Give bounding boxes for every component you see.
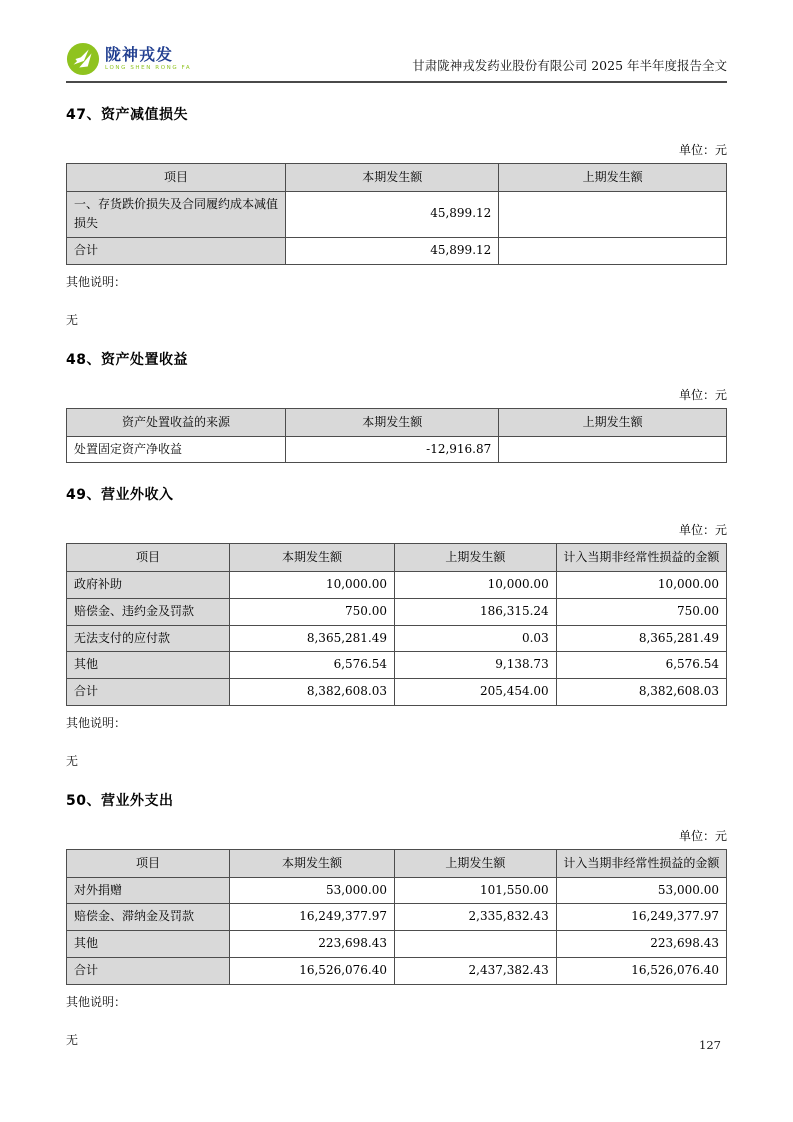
amount-cell: 8,382,608.03 bbox=[230, 679, 395, 706]
unit-label-47: 单位：元 bbox=[678, 143, 727, 157]
page-header bbox=[66, 0, 727, 83]
amount-cell bbox=[499, 191, 727, 238]
non-operating-expense-table bbox=[66, 849, 727, 985]
column-header: 上期发生额 bbox=[499, 164, 727, 192]
unit-label-50: 单位：元 bbox=[678, 828, 727, 843]
other-note-value-49: 无 bbox=[66, 753, 79, 768]
table-row bbox=[67, 436, 727, 463]
section-47-heading: 47、资产减值损失 bbox=[66, 107, 188, 123]
asset-disposal-income-table bbox=[66, 408, 727, 463]
amount-cell: 53,000.00 bbox=[556, 877, 726, 904]
item-cell: 政府补助 bbox=[67, 571, 230, 598]
amount-cell: 9,138.73 bbox=[395, 652, 557, 679]
amount-cell: 10,000.00 bbox=[395, 571, 557, 598]
logo-icon bbox=[66, 42, 100, 76]
table-row bbox=[67, 238, 727, 265]
section-49-heading: 49、营业外收入 bbox=[66, 487, 174, 504]
amount-cell bbox=[499, 238, 727, 265]
amount-cell: 8,382,608.03 bbox=[556, 679, 726, 706]
asset-impairment-table bbox=[66, 163, 727, 265]
amount-cell: 10,000.00 bbox=[556, 571, 726, 598]
amount-cell: 186,315.24 bbox=[395, 598, 557, 625]
brand-name-cn: 陇神戎发 bbox=[105, 44, 174, 64]
brand-name-en: LONG SHEN RONG FA bbox=[105, 64, 192, 71]
item-cell: 合计 bbox=[67, 679, 230, 706]
amount-cell: 8,365,281.49 bbox=[556, 625, 726, 652]
amount-cell: 0.03 bbox=[395, 625, 557, 652]
item-cell: 合计 bbox=[67, 238, 286, 265]
other-note-value-50: 无 bbox=[66, 1032, 79, 1047]
column-header: 资产处置收益的来源 bbox=[67, 408, 286, 436]
amount-cell: 16,526,076.40 bbox=[556, 957, 726, 984]
unit-label-48: 单位：元 bbox=[678, 387, 727, 402]
amount-cell bbox=[395, 931, 557, 958]
other-note-label-49: 其他说明： bbox=[66, 715, 127, 730]
column-header: 项目 bbox=[67, 849, 230, 877]
column-header: 上期发生额 bbox=[395, 849, 557, 877]
page-number: 127 bbox=[699, 1038, 721, 1052]
other-note-label-50: 其他说明： bbox=[66, 994, 127, 1009]
column-header: 项目 bbox=[67, 164, 286, 192]
amount-cell: 45,899.12 bbox=[286, 238, 499, 265]
column-header: 本期发生额 bbox=[230, 849, 395, 877]
amount-cell: 8,365,281.49 bbox=[230, 625, 395, 652]
amount-cell: 223,698.43 bbox=[230, 931, 395, 958]
amount-cell bbox=[499, 436, 727, 463]
table-header-row bbox=[67, 544, 727, 572]
table-row bbox=[67, 877, 727, 904]
item-cell: 赔偿金、滞纳金及罚款 bbox=[67, 904, 230, 931]
item-cell: 合计 bbox=[67, 957, 230, 984]
column-header: 项目 bbox=[67, 544, 230, 572]
column-header: 计入当期非经常性损益的金额 bbox=[556, 849, 726, 877]
table-row bbox=[67, 571, 727, 598]
item-cell: 其他 bbox=[67, 931, 230, 958]
table-row bbox=[67, 679, 727, 706]
amount-cell: 16,249,377.97 bbox=[230, 904, 395, 931]
amount-cell: 750.00 bbox=[556, 598, 726, 625]
amount-cell: 10,000.00 bbox=[230, 571, 395, 598]
table-header-row bbox=[67, 164, 727, 192]
table-row bbox=[67, 904, 727, 931]
amount-cell: 205,454.00 bbox=[395, 679, 557, 706]
company-logo bbox=[66, 42, 191, 76]
item-cell: 一、存货跌价损失及合同履约成本减值损失 bbox=[67, 191, 286, 238]
column-header: 计入当期非经常性损益的金额 bbox=[556, 544, 726, 572]
amount-cell: 6,576.54 bbox=[556, 652, 726, 679]
amount-cell: 16,526,076.40 bbox=[230, 957, 395, 984]
amount-cell: 45,899.12 bbox=[286, 191, 499, 238]
table-row bbox=[67, 598, 727, 625]
amount-cell: -12,916.87 bbox=[286, 436, 499, 463]
section-50-heading: 50、营业外支出 bbox=[66, 792, 174, 809]
table-row bbox=[67, 625, 727, 652]
amount-cell: 53,000.00 bbox=[230, 877, 395, 904]
item-cell: 处置固定资产净收益 bbox=[67, 436, 286, 463]
column-header: 上期发生额 bbox=[499, 408, 727, 436]
unit-label-49: 单位：元 bbox=[678, 523, 727, 538]
column-header: 上期发生额 bbox=[395, 544, 557, 572]
amount-cell: 6,576.54 bbox=[230, 652, 395, 679]
table-row bbox=[67, 931, 727, 958]
non-operating-income-table bbox=[66, 543, 727, 706]
item-cell: 无法支付的应付款 bbox=[67, 625, 230, 652]
amount-cell: 2,335,832.43 bbox=[395, 904, 557, 931]
table-row bbox=[67, 652, 727, 679]
column-header: 本期发生额 bbox=[286, 164, 499, 192]
report-title: 甘肃陇神戎发药业股份有限公司 2025 年半年度报告全文 bbox=[412, 58, 727, 73]
amount-cell: 223,698.43 bbox=[556, 931, 726, 958]
amount-cell: 16,249,377.97 bbox=[556, 904, 726, 931]
column-header: 本期发生额 bbox=[230, 544, 395, 572]
table-row bbox=[67, 191, 727, 238]
item-cell: 对外捐赠 bbox=[67, 877, 230, 904]
other-note-label-47: 其他说明： bbox=[66, 274, 127, 289]
amount-cell: 101,550.00 bbox=[395, 877, 557, 904]
item-cell: 赔偿金、违约金及罚款 bbox=[67, 598, 230, 625]
table-header-row bbox=[67, 849, 727, 877]
amount-cell: 750.00 bbox=[230, 598, 395, 625]
section-48-heading: 48、资产处置收益 bbox=[66, 351, 188, 368]
item-cell: 其他 bbox=[67, 652, 230, 679]
table-row bbox=[67, 957, 727, 984]
amount-cell: 2,437,382.43 bbox=[395, 957, 557, 984]
table-header-row bbox=[67, 408, 727, 436]
column-header: 本期发生额 bbox=[286, 408, 499, 436]
other-note-value-47: 无 bbox=[66, 312, 79, 327]
